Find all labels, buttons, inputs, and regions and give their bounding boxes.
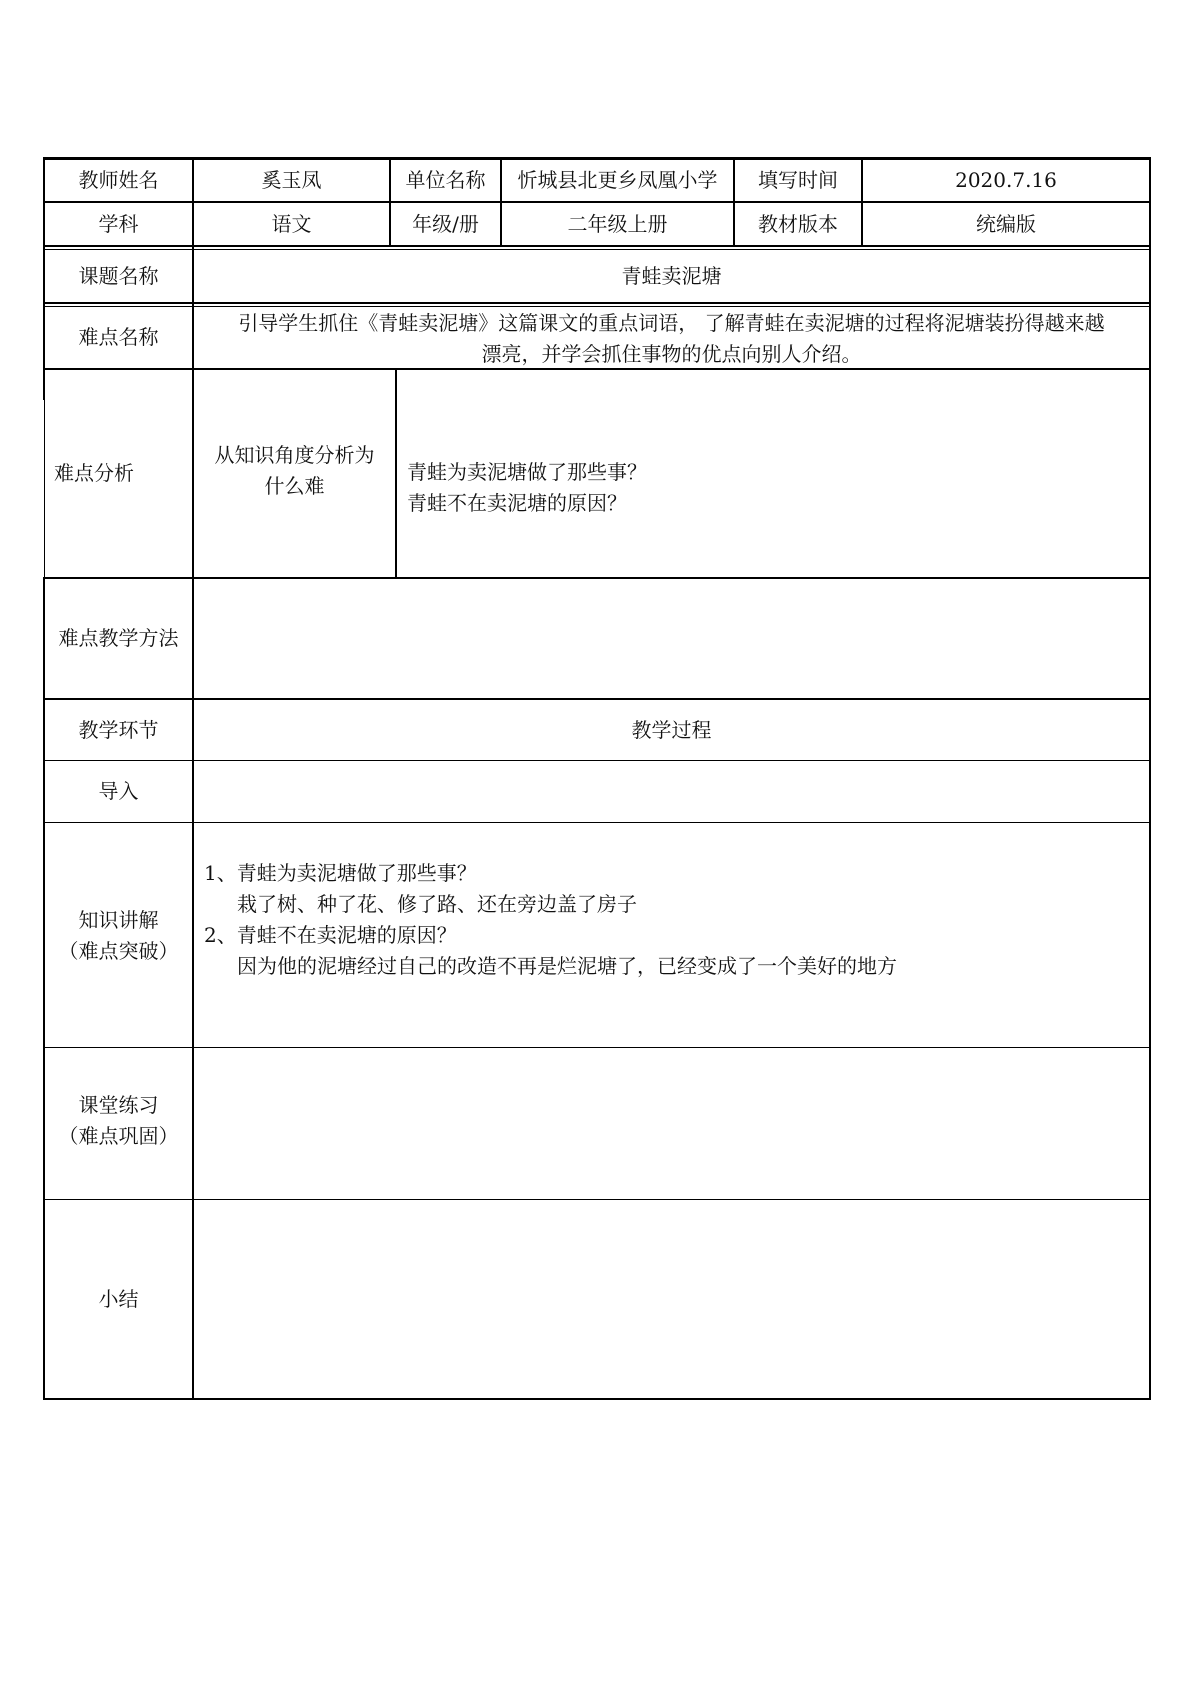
edition-value: 统编版 — [976, 211, 1036, 236]
knowledge-label-line-2: （难点突破） — [58, 939, 179, 963]
row-divider — [43, 302, 1151, 304]
table-border-left — [44, 400, 45, 578]
table-border-bottom — [43, 1398, 1151, 1400]
analysis-label: 难点分析 — [54, 461, 134, 485]
row-divider — [43, 822, 1151, 823]
teaching-method-value — [194, 579, 1149, 698]
intro-value — [194, 761, 1149, 822]
analysis-subheading — [194, 440, 395, 510]
knowledge-answer-2: 因为他的泥塘经过自己的改造不再是烂泥塘了，已经变成了一个美好的地方 — [237, 954, 897, 978]
practice-value — [194, 1048, 1149, 1199]
summary-value — [194, 1200, 1149, 1398]
fill-date-label: 填写时间 — [758, 167, 838, 192]
analysis-question-1: 青蛙为卖泥塘做了那些事？ — [407, 460, 647, 484]
summary-label: 小结 — [98, 1286, 139, 1311]
edition-label: 教材版本 — [758, 211, 838, 236]
row-divider — [43, 245, 1151, 247]
fill-date-value: 2020.7.16 — [955, 167, 1057, 192]
difficulty-line-2: 漂亮，并学会抓住事物的优点向别人介绍。 — [481, 342, 862, 366]
knowledge-label — [45, 905, 192, 969]
difficulty-line-1: 引导学生抓住《青蛙卖泥塘》这篇课文的重点词语， 了解青蛙在卖泥塘的过程将泥塘装扮得越来越 — [238, 311, 1105, 335]
analysis-subheading-line-1: 从知识角度分析为 — [214, 443, 375, 467]
subject-value: 语文 — [271, 211, 312, 236]
grade-value: 二年级上册 — [567, 211, 668, 236]
analysis-content — [407, 457, 1137, 527]
difficulty-description — [194, 307, 1149, 368]
knowledge-label-line-1: 知识讲解 — [78, 908, 159, 932]
knowledge-question-2: 2、青蛙不在卖泥塘的原因？ — [204, 923, 457, 947]
practice-label-line-1: 课堂练习 — [78, 1093, 159, 1117]
topic-value: 青蛙卖泥塘 — [621, 263, 722, 288]
practice-label-line-2: （难点巩固） — [58, 1124, 179, 1148]
topic-label: 课题名称 — [78, 263, 159, 288]
teaching-method-label: 难点教学方法 — [58, 626, 179, 650]
teacher-name-label: 教师姓名 — [78, 167, 159, 192]
analysis-question-2: 青蛙不在卖泥塘的原因？ — [407, 491, 627, 515]
unit-name-label: 单位名称 — [405, 167, 486, 192]
teaching-step-header: 教学环节 — [78, 717, 159, 742]
teaching-process-header: 教学过程 — [631, 717, 712, 742]
analysis-column-divider — [395, 369, 397, 578]
knowledge-content — [204, 858, 1144, 988]
knowledge-answer-1: 栽了树、种了花、修了路、还在旁边盖了房子 — [237, 892, 637, 916]
practice-label — [45, 1090, 192, 1154]
table-border-right — [1149, 157, 1151, 1400]
difficulty-label: 难点名称 — [78, 325, 159, 349]
unit-name-value: 忻城县北更乡凤凰小学 — [517, 167, 718, 192]
analysis-subheading-line-2: 什么难 — [264, 474, 325, 498]
knowledge-question-1: 1、青蛙为卖泥塘做了那些事？ — [204, 861, 477, 885]
grade-label: 年级/册 — [412, 211, 479, 236]
teacher-name-value: 奚玉凤 — [261, 167, 322, 192]
intro-label: 导入 — [98, 779, 139, 803]
subject-label: 学科 — [98, 211, 139, 236]
